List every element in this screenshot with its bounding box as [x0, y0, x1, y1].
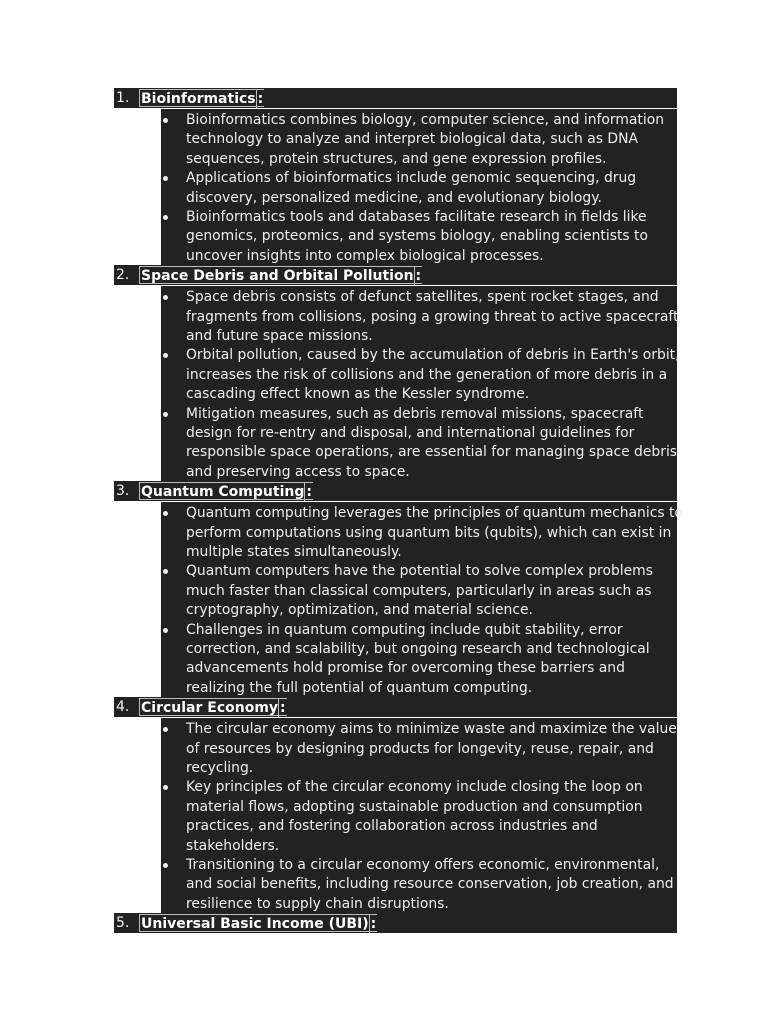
bullet-text-line: Bioinformatics combines biology, computer science, and information	[186, 112, 665, 128]
bullet-text-line: resilience to supply chain disruptions.	[186, 895, 449, 912]
bullet-dot-icon	[163, 215, 168, 220]
bullet-item	[161, 778, 677, 856]
bullet-dot-icon	[163, 628, 168, 633]
bullet-item	[161, 346, 680, 404]
bullet-item	[161, 169, 677, 208]
section-title-text: Bioinformatics	[141, 91, 256, 107]
bullet-dot-icon	[163, 176, 168, 181]
bullet-item	[161, 621, 677, 699]
section-title	[139, 482, 313, 500]
section-title	[139, 698, 287, 716]
section-title-text: Circular Economy	[141, 700, 279, 717]
section-bullet-list	[161, 502, 683, 697]
bullet-text-line: Orbital pollution, caused by the accumulation of debris in Earth's orbit,	[186, 347, 680, 364]
bullet-text-line: sequences, protein structures, and gene expression profiles.	[186, 150, 607, 167]
bullet-text	[186, 778, 676, 856]
bullet-text	[186, 856, 676, 914]
section-heading-row	[109, 913, 677, 933]
section-title-colon: :	[257, 91, 264, 107]
bullet-text-line: cascading effect known as the Kessler syndrome.	[186, 386, 530, 403]
bullet-text	[186, 346, 680, 404]
section-title-text: Space Debris and Orbital Pollution	[141, 268, 414, 285]
bullet-text-line: recycling.	[186, 759, 254, 776]
bullet-text-line: and future space missions.	[186, 327, 373, 344]
section-title	[139, 89, 264, 107]
section-number-text: 5.	[116, 915, 130, 932]
bullet-dot-icon	[163, 727, 168, 732]
section-number-text: 1.	[116, 90, 130, 106]
section-number-text: 2.	[116, 267, 130, 284]
bullet-text-line: cryptography, optimization, and material science.	[186, 602, 533, 619]
bullet-dot-icon	[163, 295, 168, 300]
bullet-text-line: Key principles of the circular economy include closing the loop on	[186, 779, 643, 796]
bullet-item	[161, 562, 677, 620]
bullet-text-line: responsible space operations, are essential for managing space debris	[186, 444, 678, 461]
bullet-text-line: Mitigation measures, such as debris removal missions, spacecraft	[186, 405, 644, 422]
bullet-text-line: uncover insights into complex biological processes.	[186, 247, 544, 264]
bullet-text-line: The circular economy aims to minimize waste and maximize the value	[186, 721, 677, 738]
bullet-text	[186, 504, 683, 562]
bullet-text-line: technology to analyze and interpret biological data, such as DNA	[186, 131, 639, 148]
bullet-text	[186, 288, 679, 346]
bullet-item	[161, 720, 677, 778]
bullet-text-line: realizing the full potential of quantum computing.	[186, 679, 533, 696]
bullet-text-line: perform computations using quantum bits (qubits), which can exist in	[186, 524, 672, 541]
bullet-item	[161, 405, 677, 483]
section-bullet-list	[161, 286, 680, 481]
bullet-text-line: increases the risk of collisions and the generation of more debris in a	[186, 366, 668, 383]
section-title	[139, 914, 377, 932]
section-title-colon: :	[370, 916, 377, 933]
bullet-text-line: genomics, proteomics, and systems biology, enabling scientists to	[186, 228, 648, 245]
bullet-text-line: design for re-entry and disposal, and international guidelines for	[186, 424, 635, 441]
section-heading-row	[109, 697, 677, 717]
bullet-text-line: material flows, adopting sustainable production and consumption	[186, 798, 643, 815]
bullet-text-line: correction, and scalability, but ongoing research and technological	[186, 640, 650, 657]
bullet-item	[161, 856, 677, 914]
bullet-text-line: Bioinformatics tools and databases facilitate research in fields like	[186, 209, 647, 225]
section-heading-row	[109, 88, 677, 108]
bullet-item	[161, 504, 683, 562]
bullet-text-line: of resources by designing products for longevity, reuse, repair, and	[186, 740, 654, 757]
section-number-text: 4.	[116, 699, 130, 716]
bullet-text-line: Space debris consists of defunct satellites, spent rocket stages, and	[186, 289, 659, 306]
bullet-text-line: and social benefits, including resource conservation, job creation, and	[186, 876, 674, 893]
bullet-text	[186, 720, 676, 778]
bullet-text	[186, 208, 676, 266]
bullet-item	[161, 288, 677, 346]
bullet-dot-icon	[163, 569, 168, 574]
bullet-text-line: Challenges in quantum computing include qubit stability, error	[186, 621, 623, 638]
section-bullet-list	[161, 109, 677, 265]
bullet-text-line: stakeholders.	[186, 837, 280, 854]
bullet-text-line: advancements hold promise for overcoming these barriers and	[186, 660, 625, 677]
bullet-dot-icon	[163, 863, 168, 868]
section-number-text: 3.	[116, 483, 130, 500]
bullet-text-line: Applications of bioinformatics include genomic sequencing, drug	[186, 170, 637, 187]
bullet-dot-icon	[163, 511, 168, 516]
bullet-text-line: multiple states simultaneously.	[186, 543, 402, 560]
section-title-colon: :	[415, 268, 422, 285]
bullet-text-line: Transitioning to a circular economy offers economic, environmental,	[186, 856, 660, 873]
section-bullet-list	[161, 718, 677, 913]
section-title-colon: :	[280, 700, 286, 717]
section-title-colon: :	[306, 484, 312, 501]
bullet-text-line: much faster than classical computers, particularly in areas such as	[186, 582, 652, 599]
section-title	[139, 266, 422, 284]
bullet-text-line: practices, and fostering collaboration across industries and	[186, 818, 598, 835]
bullet-item	[161, 208, 677, 266]
bullet-text	[186, 111, 676, 169]
bullet-text	[186, 405, 676, 483]
section-heading-row	[109, 481, 677, 501]
bullet-dot-icon	[163, 353, 168, 358]
bullet-text-line: and preserving access to space.	[186, 463, 410, 480]
bullet-text	[186, 562, 676, 620]
bullet-item	[161, 111, 677, 169]
section-heading-row	[109, 265, 677, 285]
bullet-text-line: discovery, personalized medicine, and evolutionary biology.	[186, 189, 602, 206]
section-title-text: Quantum Computing	[141, 484, 305, 501]
bullet-text	[186, 621, 676, 699]
bullet-dot-icon	[163, 785, 168, 790]
bullet-text-line: Quantum computing leverages the principles of quantum mechanics to	[186, 505, 683, 522]
bullet-text-line: Quantum computers have the potential to solve complex problems	[186, 563, 653, 580]
section-title-text: Universal Basic Income (UBI)	[141, 916, 369, 933]
bullet-dot-icon	[163, 118, 168, 123]
bullet-dot-icon	[163, 412, 168, 417]
bullet-text-line: fragments from collisions, posing a growing threat to active spacecraft	[186, 308, 679, 325]
bullet-text	[186, 169, 676, 208]
